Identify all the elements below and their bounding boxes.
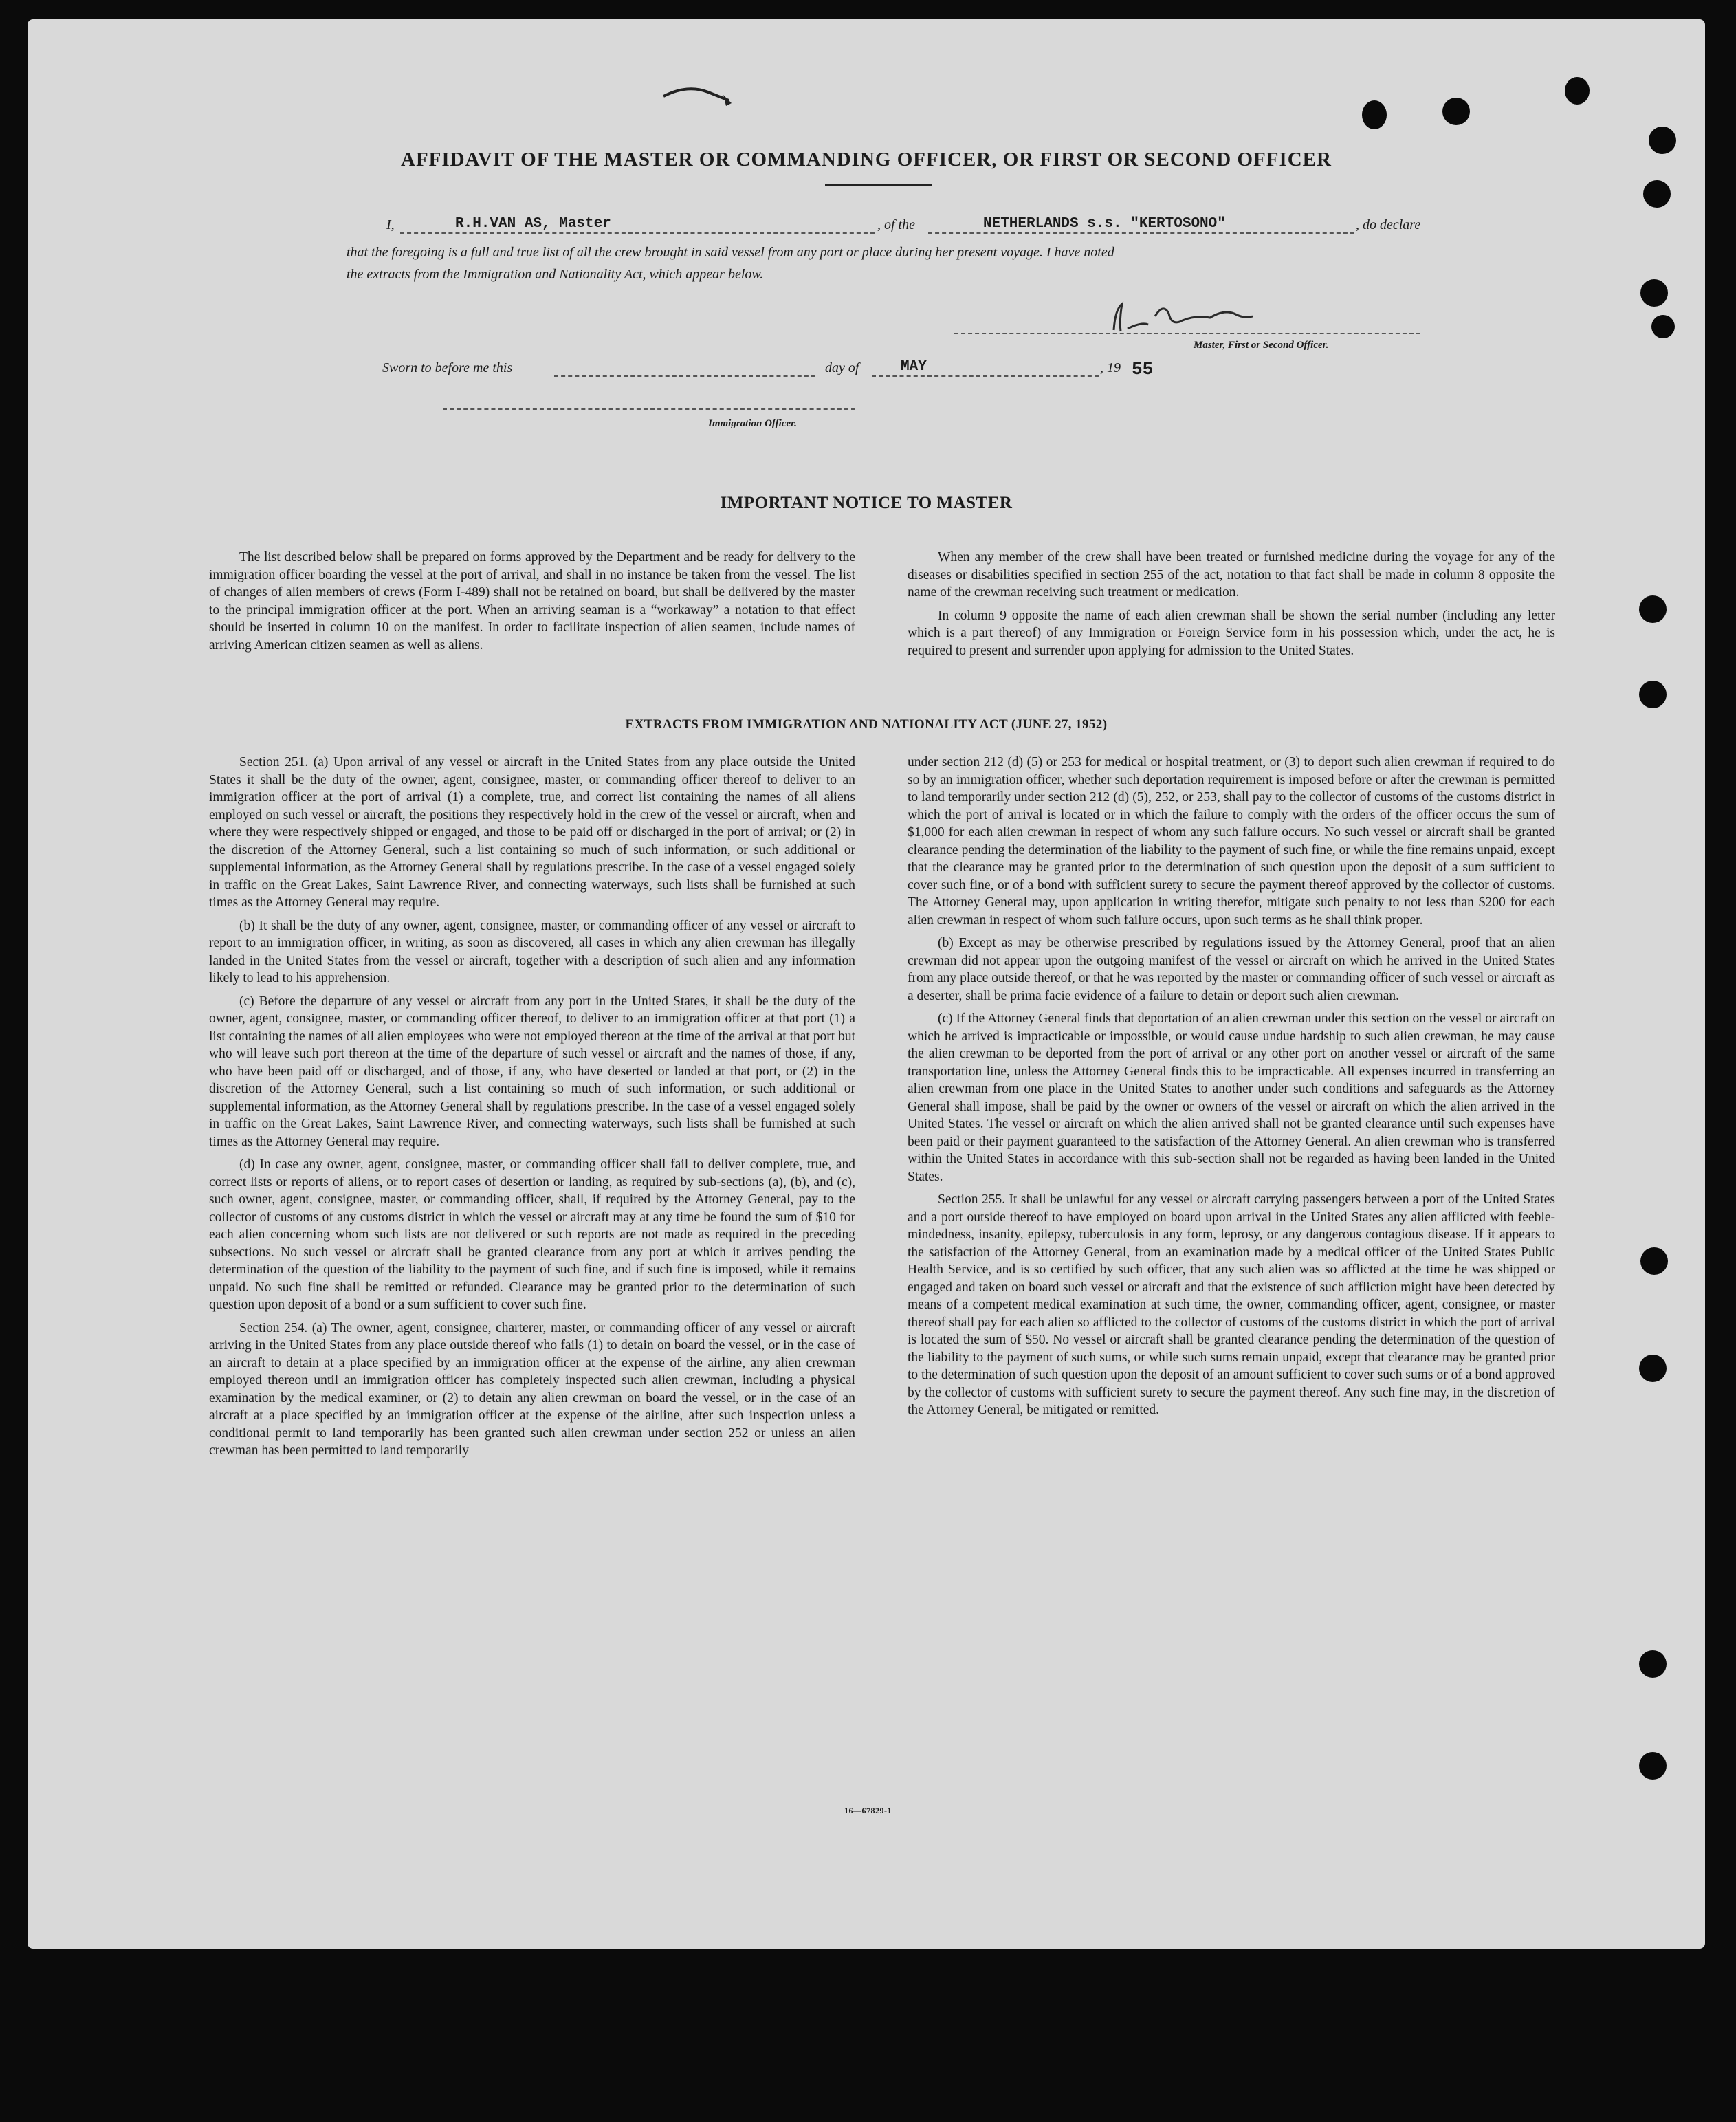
extract-paragraph: under section 212 (d) (5) or 253 for medical or hospital treatment, or (3) to deport such alien crewman if required to do so by an immigration officer, whether such deportation requirement is imposed before or after the crewman is permitted to land temporarily under section 212 (d) (5), 252, or 253, shall pay to the collector of customs of the customs district in which the port of arrival is located or in which the failure to comply with the orders of the officer occurs the sum of $1,000 for each alien crewman in respect of whom any such failure occurs. No such vessel or aircraft shall be granted clearance pending the determination of the liability to the payment of such fine, or while the fine remains unpaid, except that the clearance may be granted prior to the determination of such question upon the deposit of a sum sufficient to cover such fine, or of a bond with sufficient surety to secure the payment thereof approved by the collector of customs. The Attorney General may, upon application in writing therefor, mitigate such penalty to not less than $200 for each alien crewman in respect of whom such failure occurs, upon such terms as he shall think proper. <box>908 755 1555 928</box>
day-of-label: day of <box>825 360 859 375</box>
master-signature <box>1107 289 1265 344</box>
officer-caption: Immigration Officer. <box>708 418 797 429</box>
extract-paragraph: (d) In case any owner, agent, consignee, master, or commanding officer shall fail to deliver complete, true, and correct lists or reports of aliens, or to report cases of desertion or landing, as required by sub-sections (a), (b), and (c), such owner, agent, consignee, master, or commanding officer, shall, if required by the Attorney General, pay to the collector of customs of any customs district in which the vessel or aircraft may at any time be found the sum of $10 for each alien concerning whom such lists are not delivered or such reports are not made as required in the preceding subsections. No such vessel or aircraft shall be granted clearance from any port at which it arrives pending the determination of the question of the liability to the payment of such fine, and if such fine is imposed, while it remains unpaid. No such fine shall be remitted or refunded. Clearance may be granted prior to the determination of such question upon deposit of a bond or a sum sufficient to cover such fine. <box>209 1157 855 1312</box>
punch-hole <box>1639 1355 1667 1382</box>
master-name-value: R.H.VAN AS, Master <box>455 216 611 232</box>
extract-paragraph: (c) If the Attorney General finds that deportation of an alien crewman under this section on the vessel or aircraft on which he arrived is impracticable or impossible, or would cause undue hardship to such alien crewman, he may cause the alien crewman to be deported from the port of arrival or any other port on another vessel or aircraft of the same transportation line, unless the Attorney General finds this to be impracticable. All expenses incurred in transferring an alien crewman from one place in the United States to another under such conditions and safeguards as the Attorney General shall impose, shall be paid by the owner or owners of the vessel or aircraft on which the alien arrived in the United States. The vessel or aircraft on which the alien arrived shall not be granted clearance until such expenses have been paid or their payment guaranteed to the satisfaction of the Attorney General. An alien crewman who is transferred within the United States in accordance with this sub-section shall not be regarded as having been landed in the United States. <box>908 1011 1555 1184</box>
extract-paragraph: (b) Except as may be otherwise prescribed by regulations issued by the Attorney General, proof that an alien crewman did not appear upon the outgoing manifest of the vessel or aircraft on which he arrived in the United States from any place outside thereof, or that he was reported by the master or commanding officer of such vessel or aircraft as a deserter, shall be prima facie evidence of a failure to detain or deport such alien crewman. <box>908 936 1555 1003</box>
extract-paragraph: (c) Before the departure of any vessel or aircraft from any port in the United States, it shall be the duty of the owner, agent, consignee, master, or commanding officer thereof, to deliver to an immigration officer at that port (1) a list containing the names of all alien employees who were not employed thereon at the time of the arrival at that port but who will leave such port thereon at the time of the departure of such vessel or aircraft and the names of those, if any, who have been paid off or discharged, and of those, if any, who have deserted or landed at that port, or (2) in the discretion of the Attorney General, such a list containing so much of such information, or such additional or supplemental information, as the Attorney General shall by regulations prescribe. In the case of a vessel engaged solely in traffic on the Great Lakes, Saint Lawrence River, and connecting waterways, such lists shall be furnished at such times as the Attorney General may require. <box>209 994 855 1149</box>
declaration-i: I, <box>386 217 395 232</box>
punch-hole <box>1651 315 1675 338</box>
do-declare-label: , do declare <box>1356 217 1421 232</box>
document-page <box>28 19 1705 1949</box>
officer-line <box>443 408 855 410</box>
extract-paragraph: Section 251. (a) Upon arrival of any vessel or aircraft in the United States from any place outside the United States it shall be the duty of the owner, agent, consignee, master, or commanding officer thereof to deliver to an immigration officer at the port of arrival (1) a complete, true, and correct list containing the names of all aliens employed on such vessel or aircraft, the positions they respectively hold in the crew of the vessel or aircraft, when and where they were respectively shipped or engaged, and those to be paid off or discharged in the port of arrival; or (2) in the discretion of the Attorney General, such a list containing so much of such information, or such additional or supplemental information, as the Attorney General shall by regulations prescribe. In the case of a vessel engaged solely in traffic on the Great Lakes, Saint Lawrence River, and connecting waterways, such lists shall be furnished at such times as the Attorney General may require. <box>209 755 855 910</box>
year-value: 55 <box>1132 359 1154 380</box>
punch-hole <box>1639 1752 1667 1780</box>
ink-mark <box>660 77 736 111</box>
title-underline <box>825 184 932 186</box>
extracts-left-column <box>209 754 855 1465</box>
punch-hole <box>1639 1650 1667 1678</box>
year-prefix: , 19 <box>1100 360 1121 375</box>
extracts-heading: EXTRACTS FROM IMMIGRATION AND NATIONALITY ACT (JUNE 27, 1952) <box>625 717 1108 732</box>
punch-hole <box>1442 98 1470 125</box>
punch-hole <box>1640 279 1668 307</box>
punch-hole <box>1639 681 1667 708</box>
notice-right-paragraph-2: In column 9 opposite the name of each alien crewman shall be shown the serial number (including any letter which is a part thereof) of any Immigration or Foreign Service form in his possession which, under the act, he is required to present and surrender upon applying for admission to the United States. <box>908 608 1555 658</box>
declaration-line-3: the extracts from the Immigration and Nationality Act, which appear below. <box>347 267 764 282</box>
of-the-label: , of the <box>877 217 915 232</box>
declaration-line-2: that the foregoing is a full and true list of all the crew brought in said vessel from any port or place during her present voyage. I have noted <box>347 245 1114 260</box>
vessel-blank <box>928 232 1354 234</box>
notice-left-paragraph: The list described below shall be prepared on forms approved by the Department and be ready for delivery to the immigration officer boarding the vessel at the port of arrival, and shall in no instance be taken from the vessel. The list of changes of alien members of crews (Form I-489) shall not be retained on board, but shall be delivered by the master to the principal immigration officer at the port. When an arriving seaman is a “workaway” a notation to that effect should be inserted in column 10 on the manifest. In order to facilitate inspection of alien seamen, include names of arriving American citizen seamen as well as aliens. <box>209 550 855 653</box>
affidavit-title: AFFIDAVIT OF THE MASTER OR COMMANDING OFFICER, OR FIRST OR SECOND OFFICER <box>401 149 1332 171</box>
name-blank <box>400 232 875 234</box>
signature-line <box>954 333 1420 334</box>
sworn-label: Sworn to before me this <box>382 360 513 375</box>
punch-hole <box>1565 77 1590 105</box>
day-blank <box>554 375 815 377</box>
punch-hole <box>1362 100 1387 129</box>
notice-heading: IMPORTANT NOTICE TO MASTER <box>720 494 1013 512</box>
form-number: 16—67829-1 <box>844 1806 892 1815</box>
vessel-value: NETHERLANDS s.s. "KERTOSONO" <box>983 216 1226 232</box>
extract-paragraph: Section 255. It shall be unlawful for any vessel or aircraft carrying passengers between a port of the United States and a port outside thereof to have employed on board upon arrival in the United States any alien afflicted with feeble-mindedness, insanity, epilepsy, tuberculosis in any form, leprosy, or any dangerous contagious disease. If it appears to the satisfaction of the Attorney General, from an examination made by a medical officer of the United States Public Health Service, and is so certified by such officer, that any such alien was so afflicted at the time he was shipped or engaged and taken on board such vessel or aircraft and that the existence of such affliction might have been detected by means of a competent medical examination at such time, the owner, commanding officer, agent, consignee, or master thereof shall pay for each alien so afflicted to the collector of customs of the customs district in which the port of arrival is located the sum of $50. No vessel or aircraft shall be granted clearance pending the determination of the question of the liability to the payment of such sums, or while such sums remain unpaid, except that clearance may be granted prior to the determination of such question upon the deposit of an amount sufficient to cover such sums or of a bond approved by the collector of customs with sufficient surety to secure the payment thereof. Any such fine may, in the discretion of the Attorney General, be mitigated or remitted. <box>908 1192 1555 1417</box>
signature-caption: Master, First or Second Officer. <box>1194 340 1329 351</box>
month-value: MAY <box>901 359 927 375</box>
punch-hole <box>1643 180 1671 208</box>
month-blank <box>872 375 1099 377</box>
notice-right <box>908 549 1555 665</box>
punch-hole <box>1640 1247 1668 1275</box>
extract-paragraph: Section 254. (a) The owner, agent, consignee, charterer, master, or commanding officer of any vessel or aircraft arriving in the United States from any place outside thereof who fails (1) to detain on board the vessel, or in the case of an aircraft to detain at a place specified by an immigration officer at the expense of the airline, any alien crewman employed thereon until an immigration officer has completely inspected such alien crewman, including a physical examination by the medical examiner, or (2) to detain any alien crewman on board the vessel, or in the case of an aircraft at a place specified by an immigration officer at the expense of the airline, after such inspection unless a conditional permit to land temporarily has been granted such alien crewman under section 252 or unless an alien crewman has been permitted to land temporarily <box>209 1320 855 1458</box>
notice-left <box>209 549 855 659</box>
notice-right-paragraph-1: When any member of the crew shall have been treated or furnished medicine during the voyage for any of the diseases or disabilities specified in section 255 of the act, notation to that fact shall be made in column 8 opposite the name of the crewman receiving such treatment or medication. <box>908 550 1555 600</box>
extract-paragraph: (b) It shall be the duty of any owner, agent, consignee, master, or commanding officer of any vessel or aircraft to report to an immigration officer, in writing, as soon as discovered, all cases in which any alien crewman has illegally landed in the United States from the vessel or aircraft, together with a description of such alien and any information likely to lead to his apprehension. <box>209 918 855 985</box>
extracts-right-column <box>908 754 1555 1425</box>
punch-hole <box>1639 595 1667 623</box>
